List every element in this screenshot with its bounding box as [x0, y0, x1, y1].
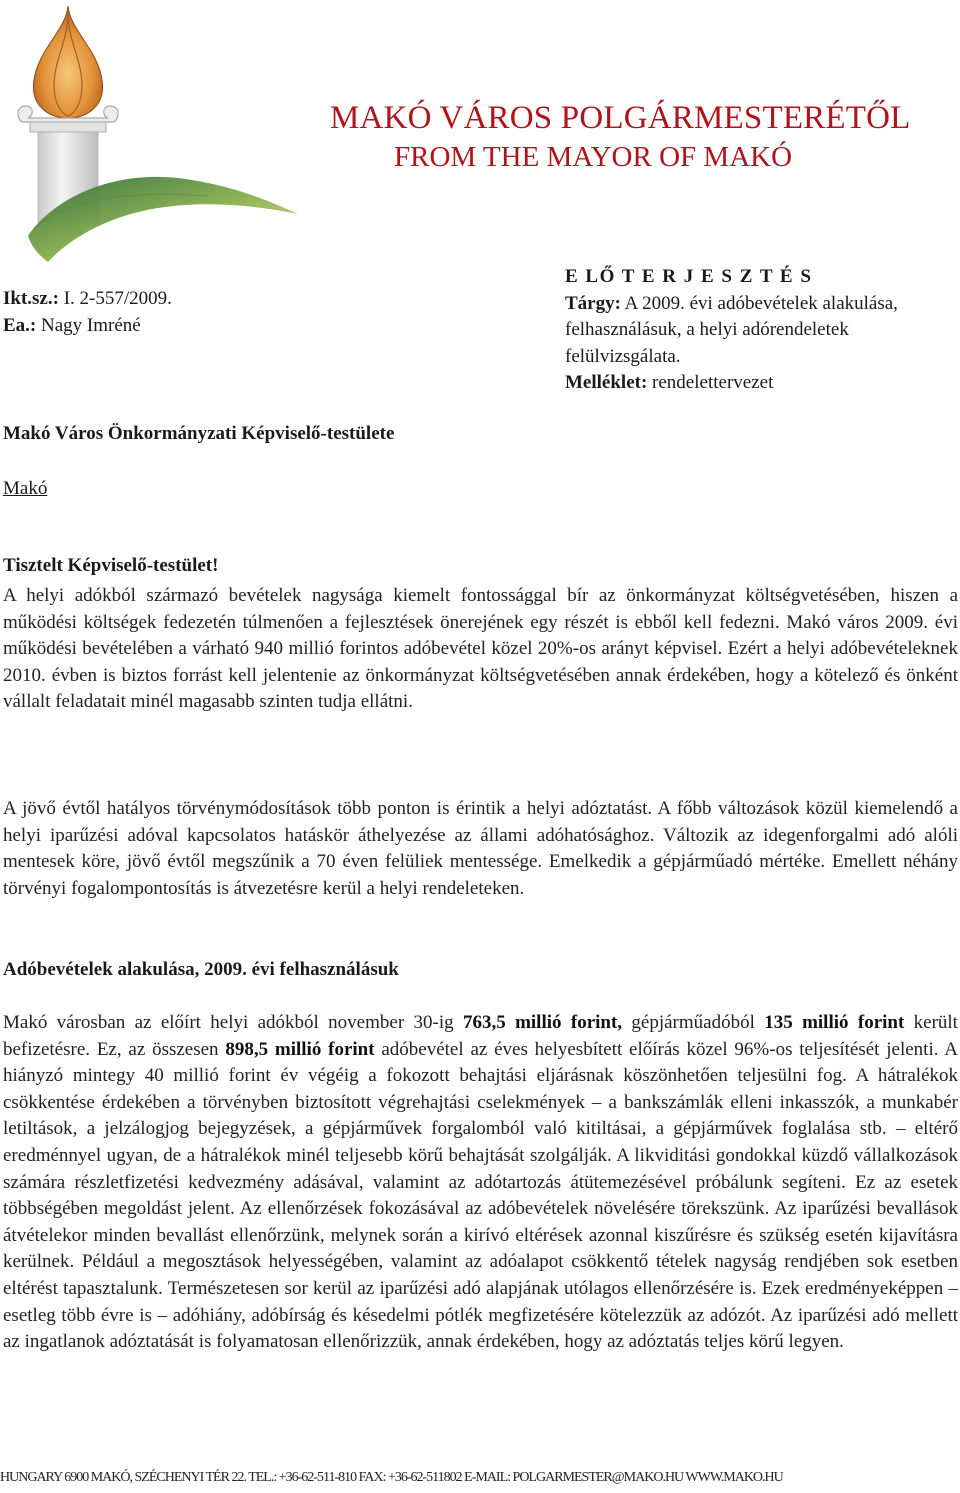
p3-text-c: gépjárműadóból	[622, 1012, 765, 1033]
ea-label: Ea.:	[3, 315, 37, 336]
proposal-heading: E LŐ T E R J E S Z T É S	[565, 266, 813, 287]
p3-text-a: Makó városban az előírt helyi adókból november 30-ig	[3, 1012, 463, 1033]
mayor-title-hu: MAKÓ VÁROS POLGÁRMESTERÉTŐL	[330, 100, 911, 136]
attachment-label: Melléklet:	[565, 372, 648, 393]
p3-text-g: adóbevétel az éves helyesbített előírás közel 96%-os teljesítését jelenti. A hiányzó mintegy 40 millió forint év végéig a fokozott behajtási eljárásnak köszönhetően teljesülni fog. A hátralékok csökkentése érdekében a törvényben biztosított végrehajtási cselekmények – a bankszámlák elleni inkasszók, a munkabér letiltások, a jelzálogjog bejegyzések, a gépjárművek forgalomból való kitiltásai, a gépjárművek foglalása stb. – eltérő eredménnyel ugyan, de a hátralékok minél teljesebb körű behajtását szolgálják. A likviditási gondokkal küzdő vállalkozások számára részletfizetési kedvezmény adásával, valamint az adótartozás átütemezésével próbálunk segíteni. Ez az esetek többségében megoldást jelent. Az ellenőrzések fokozásával az adóbevételek növelésére törekszünk. Az iparűzési bevallások átvételekor minden bevallást ellenőrzünk, melynek során a kirívó eltérések azonnal kiszűrésre és szükség esetén kijavításra kerülnek. Például a megosztások helyességében, valamint az adóalapot csökkentő tételek nagyság rendjében sok esetben eltérést tapasztalunk. Természetesen sor kerül az iparűzési adó alapjának utólagos ellenőrzésére is. Ezek eredményeképpen – esetleg több évre is – adóhiány, adóbírság és késedelmi pótlék megfizetésére kötelezzük az adózót. Az iparűzési adó mellett az ingatlanok adóztatását is folyamatosan ellenőrizzük, annak érdekében, hogy az adóztatás teljes körű legyen.	[3, 1038, 958, 1353]
addressee-body: Makó Város Önkormányzati Képviselő-testülete	[3, 423, 395, 444]
case-officer	[3, 315, 141, 337]
ikt-label: Ikt.sz.:	[3, 288, 59, 309]
p3-total-amount: 898,5 millió forint	[225, 1038, 375, 1060]
paragraph-tax-importance: A helyi adókból származó bevételek nagysága kiemelt fontossággal bír az önkormányzat költségvetésében, hiszen a működési költségek fedezetén túlmenően a fejlesztések önerejének egy részét is ebből kell fedezni. Makó város 2009. évi működési bevételében a várható 940 millió forintos adóbevétel közel 20%-os arányt képvisel. Ezért a helyi adóbevételeknek 2010. évben is biztos forrást kell jelentenie az önkormányzat költségvetésében annak érdekében, hogy a kötelező és önként vállalt feladatait minél magasabb szinten tudja ellátni.	[3, 585, 958, 713]
salutation: Tisztelt Képviselő-testület!	[3, 555, 219, 576]
subject-text: A 2009. évi adóbevételek alakulása, felhasználásuk, a helyi adórendeletek felülvizsgálata.	[565, 292, 898, 367]
p3-vehicle-tax-amount: 135 millió forint	[764, 1012, 905, 1033]
paragraph-law-changes: A jövő évtől hatályos törvénymódosítások több ponton is érintik a helyi adóztatást. A főbb változások közül kiemelendő a helyi iparűzési adóval kapcsolatos hatáskör áthelyezése az állami adóhatósághoz. Változik az idegenforgalmi adó alóli mentesek köre, jövő évtől megszűnik a 70 éven felüliek mentessége. Emelkedik a gépjárműadó mértéke. Emellett néhány törvényi fogalompontosítás is átvezetésre kerül a helyi rendeleteken.	[3, 798, 958, 899]
section-title: Adóbevételek alakulása, 2009. évi felhasználásuk	[3, 959, 399, 980]
ikt-value: I. 2-557/2009.	[63, 288, 172, 309]
mako-logo-image	[8, 0, 300, 262]
mayor-title-en: FROM THE MAYOR OF MAKÓ	[394, 141, 793, 173]
proposal-block	[565, 264, 960, 397]
attachment-text: rendelettervezet	[652, 372, 774, 393]
attachment	[565, 370, 960, 397]
addressee-city: Makó	[3, 478, 48, 499]
subject	[565, 291, 960, 371]
reference-number	[3, 288, 172, 310]
p3-text-e: került befizetésre. Ez, az összesen	[3, 1012, 958, 1060]
ea-value: Nagy Imréné	[41, 315, 141, 336]
p3-local-tax-amount: 763,5 millió forint,	[462, 1012, 623, 1033]
footer-contact: HUNGARY 6900 MAKÓ, SZÉCHENYI TÉR 22. TEL.: +36-62-511-810 FAX: +36-62-511802 E-MAIL: POLGARMESTER@MAKO.HU WWW.MAKO.HU	[0, 1470, 783, 1485]
paragraph-tax-revenue	[3, 1010, 958, 1356]
subject-label: Tárgy:	[565, 292, 621, 314]
